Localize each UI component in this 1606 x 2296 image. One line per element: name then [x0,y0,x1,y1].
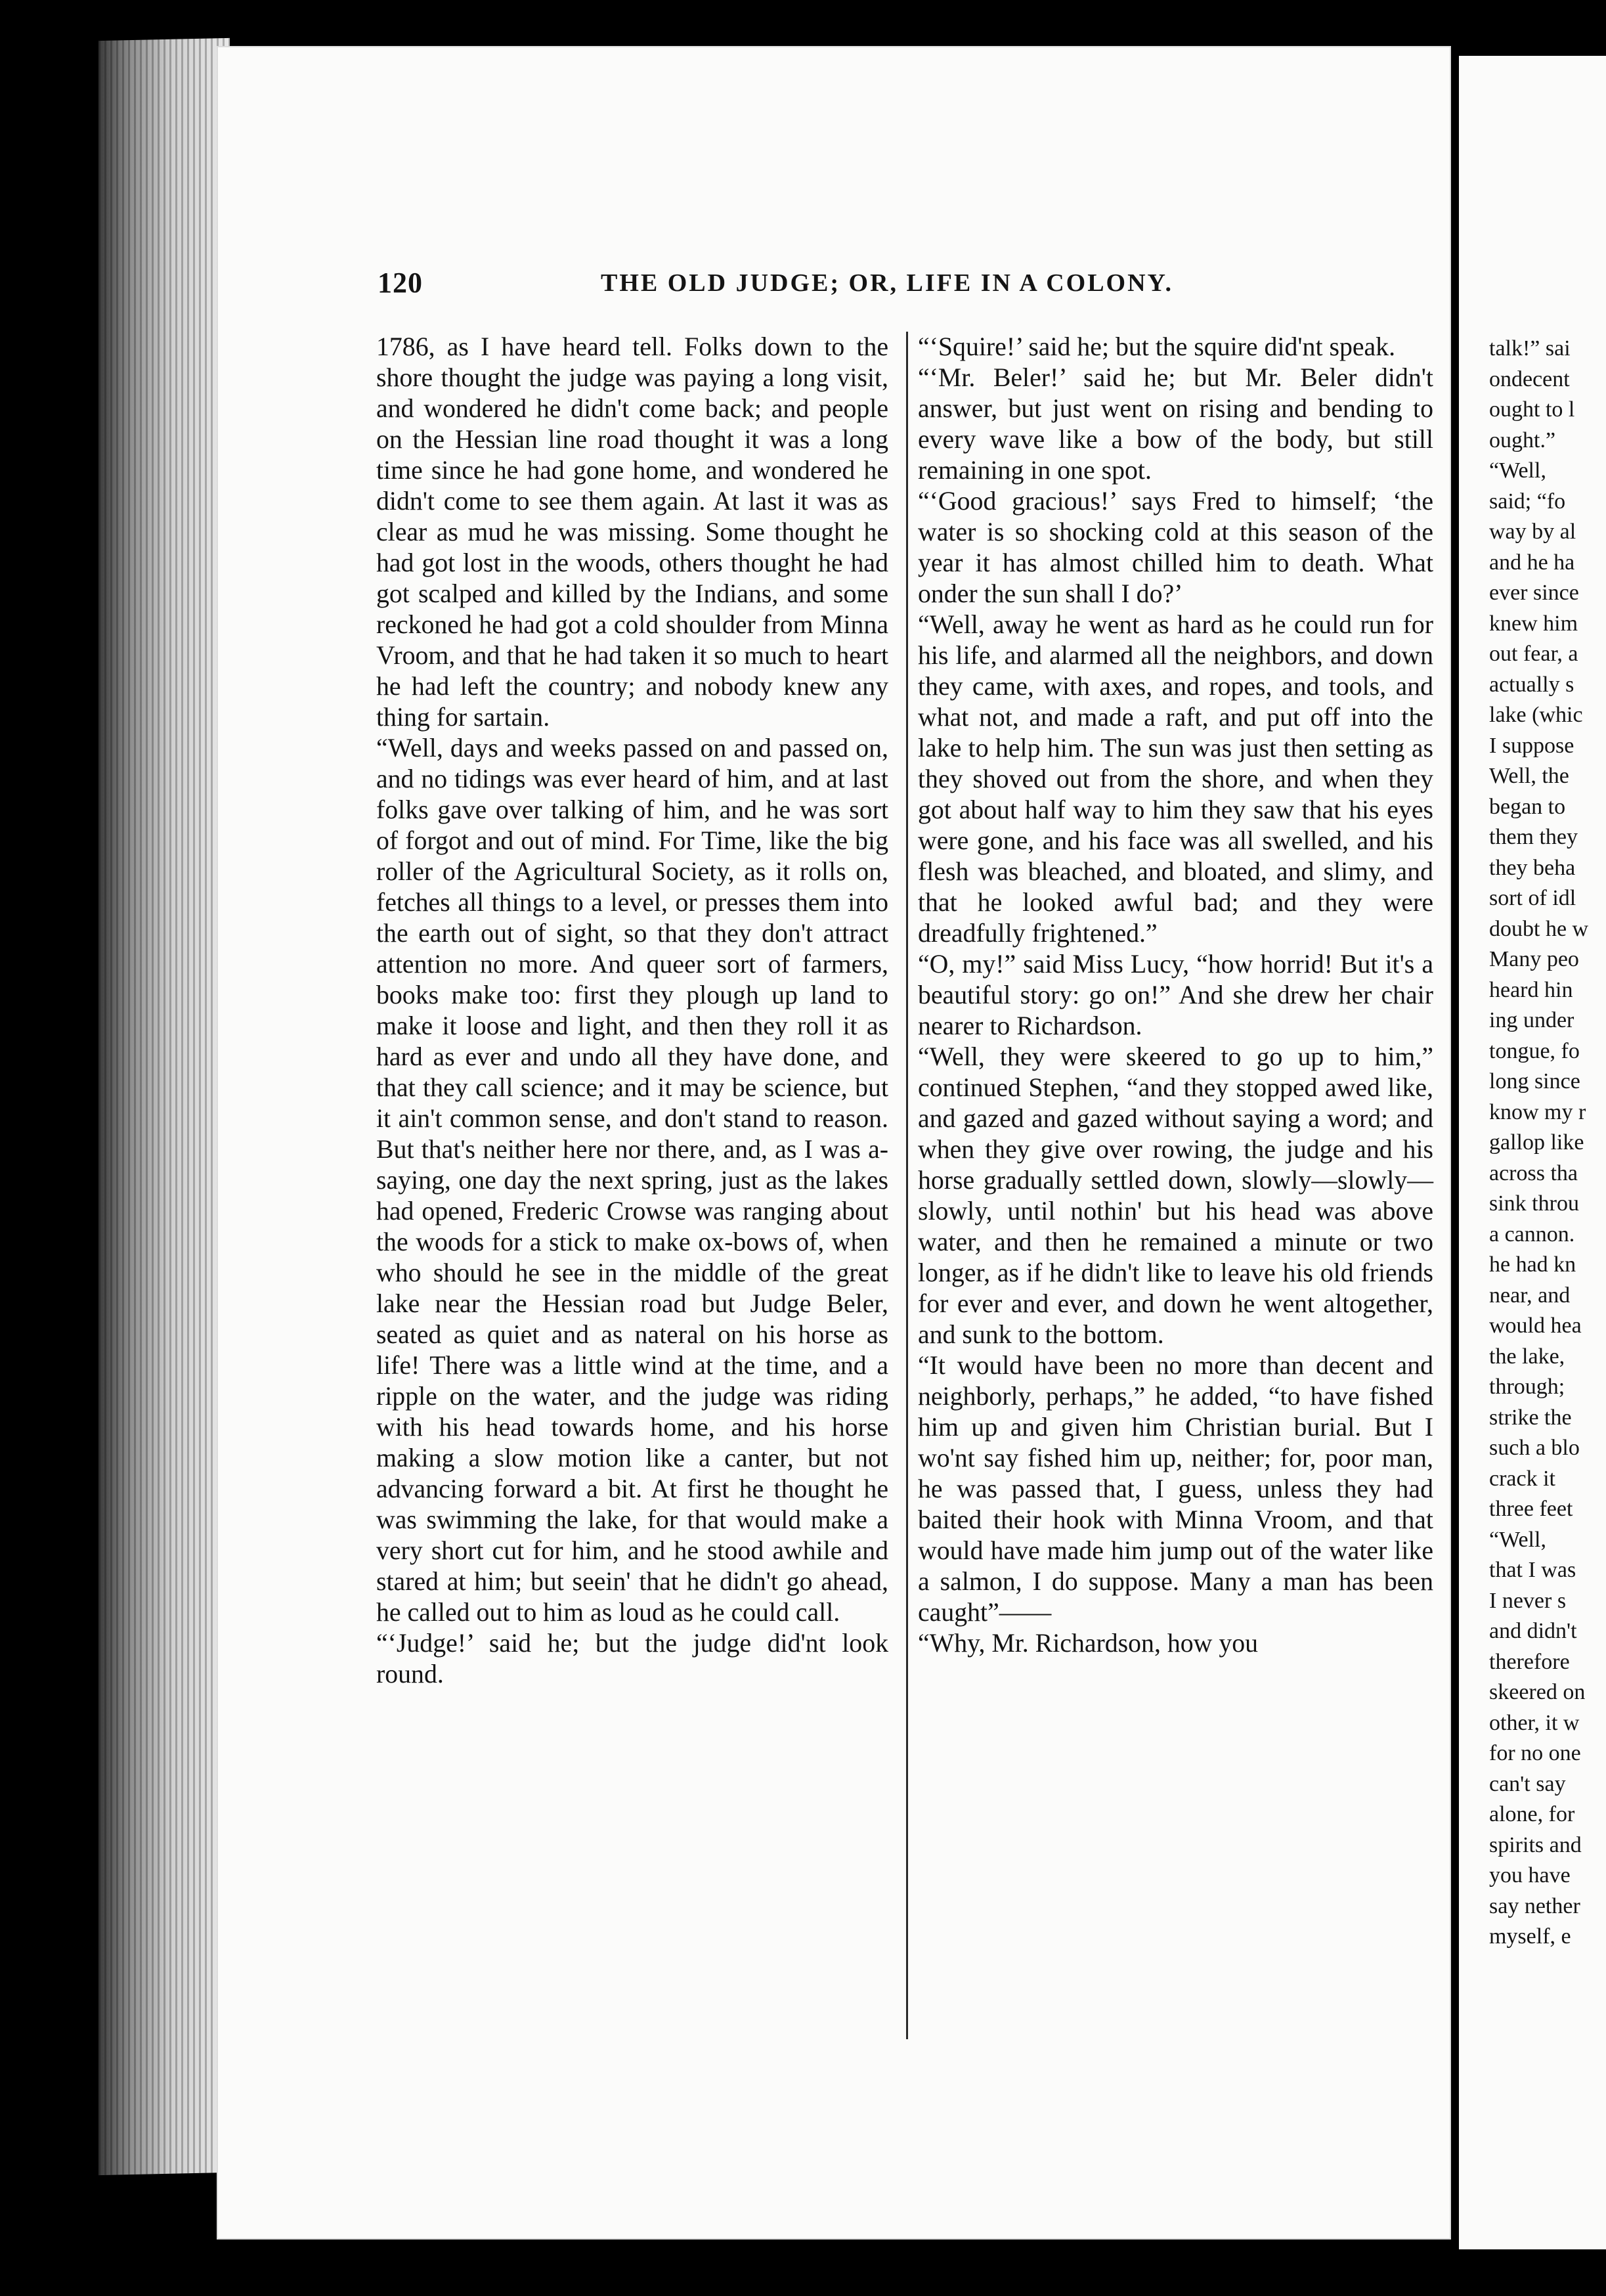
running-title: THE OLD JUDGE; OR, LIFE IN A COLONY. [601,269,1174,297]
paragraph: “Why, Mr. Richardson, how you [918,1629,1259,1658]
book-page-edge [98,38,230,2175]
text-line-fragment: myself, e [1489,1924,1571,1949]
text-line-fragment: know my r [1489,1099,1586,1124]
text-line-fragment: them they [1489,825,1578,849]
column-divider [906,332,908,2039]
text-line-fragment: knew him [1489,611,1578,636]
text-line-fragment: ondecent [1489,366,1570,391]
text-line-fragment: out fear, a [1489,642,1578,666]
page-number: 120 [378,267,423,299]
text-line-fragment: sort of idl [1489,886,1576,910]
text-line-fragment: say nether [1489,1893,1580,1918]
text-column-middle [918,332,1433,1659]
text-line-fragment: actually s [1489,672,1574,697]
text-line-fragment: can't say [1489,1771,1566,1796]
text-line-fragment: began to [1489,794,1566,819]
page-header [378,266,1467,305]
text-line-fragment: said; “fo [1489,489,1566,514]
text-line-fragment: I suppose [1489,733,1574,758]
text-line-fragment: through; [1489,1375,1565,1399]
text-line-fragment: long since [1489,1069,1580,1093]
paragraph: “‘Good gracious!’ says Fred to himself; ‘the water is so shocking cold at this season of the year it has almost chilled him to death. What onder the sun shall I do?’ [918,487,1433,608]
text-line-fragment: three feet [1489,1497,1573,1521]
text-line-fragment: lake (whic [1489,703,1583,727]
text-line-fragment: ing under [1489,1008,1574,1032]
text-line-fragment: sink throu [1489,1191,1579,1216]
text-line-fragment: you have [1489,1863,1571,1888]
text-line-fragment: across tha [1489,1160,1578,1185]
text-line-fragment: they beha [1489,855,1576,880]
text-line-fragment: near, and [1489,1283,1571,1308]
text-line-fragment: alone, for [1489,1802,1575,1826]
text-line-fragment: strike the [1489,1405,1572,1430]
text-line-fragment: other, it w [1489,1710,1580,1735]
paragraph: “Well, they were skeered to go up to him,” continued Stephen, “and they stopped awed like, and gazed and gazed without saying a word; and when they give over rowing, the judge and his horse gradually settled down, slowly—slowly—slowly, until nothin' but his head was above water, and then he remained a minute or two longer, as if he didn't like to leave his old friends for ever and ever, and down he went altogether, and sunk to the bottom. [918,1042,1433,1349]
text-line-fragment: skeered on [1489,1680,1586,1704]
text-line-fragment: he had kn [1489,1252,1576,1277]
text-line-fragment: a cannon. [1489,1222,1575,1247]
paragraph: “‘Mr. Beler!’ said he; but Mr. Beler didn't answer, but just went on rising and bending to every wave like a bow of the body, but still remaining in one spot. [918,363,1433,485]
text-line-fragment: heard hin [1489,977,1573,1002]
text-line-fragment: crack it [1489,1466,1555,1491]
text-line-fragment: and didn't [1489,1619,1577,1643]
paragraph: “Well, away he went as hard as he could run for his life, and alarmed all the neighbors, and down they came, with axes, and ropes, and tools, and what not, and made a raft, and put off into the lake to help him. The sun was just then setting as they shoved out from the shore, and when they got about half way to him they saw that his eyes were gone, and his face was all swelled, and his flesh was bleached, and bloated, and slimy, and that he looked awful bad; and they were dreadfully frightened.” [918,610,1433,948]
text-line-fragment: that I was [1489,1558,1576,1582]
paragraph: “Well, days and weeks passed on and passed on, and no tidings was ever heard of him, and at last folks gave over talking of him, and he was sort of forgot and out of mind. For Time, like the big roller of the Agricultural Society, as it rolls on, fetches all things to a level, or presses them into the earth out of sight, so that they don't attract attention no more. And queer sort of farmers, books make too: first they plough up land to make it loose and light, and then they roll it as hard as ever and undo all they have done, and that they call science; and it may be science, but it ain't common sense, and don't stand to reason. But that's neither here nor there, and, as I was a-saying, one day the next spring, just as the lakes had opened, Frederic Crowse was ranging about the woods for a stick to make ox-bows of, when who should he see in the middle of the great lake near the Hessian road but Judge Beler, seated as quiet and as nateral on his horse as life! There was a little wind at the time, and a ripple on the water, and the judge was riding with his head towards home, and his horse making a slow motion like a canter, but not advancing forward a bit. At first he thought he was swimming the lake, for that would make a very short cut for him, and he stood awhile and stared at him; but seein' that he didn't go ahead, he called out to him as loud as he could call. [376,734,888,1627]
text-line-fragment: ought to l [1489,397,1575,422]
text-column-left [376,332,888,1690]
text-line-fragment: I never s [1489,1588,1567,1613]
text-column-right-fragment [1489,334,1606,1953]
text-line-fragment: “Well, [1489,458,1546,483]
text-line-fragment: Well, the [1489,764,1569,788]
text-line-fragment: “Well, [1489,1527,1546,1552]
text-line-fragment: Many peo [1489,947,1579,971]
text-line-fragment: gallop like [1489,1130,1584,1155]
text-line-fragment: therefore [1489,1649,1570,1674]
paragraph: “O, my!” said Miss Lucy, “how horrid! But it's a beautiful story: go on!” And she drew her chair nearer to Richardson. [918,950,1433,1040]
text-line-fragment: and he ha [1489,550,1575,575]
text-line-fragment: ought.” [1489,428,1556,453]
text-line-fragment: the lake, [1489,1344,1565,1369]
text-line-fragment: would hea [1489,1314,1582,1338]
text-line-fragment: for no one [1489,1741,1581,1765]
text-line-fragment: spirits and [1489,1832,1582,1857]
paragraph: 1786, as I have heard tell. Folks down to the shore thought the judge was paying a long visit, and wondered he didn't come back; and people on the Hessian line road thought it was a long time since he had gone home, and wondered he didn't come to see them again. At last it was as clear as mud he was missing. Some thought he had got lost in the woods, others thought he had got scalped and killed by the Indians, and some reckoned he had got a cold shoulder from Minna Vroom, and that he had taken it so much to heart he had left the country; and nobody knew any thing for sartain. [376,332,888,732]
text-line-fragment: such a blo [1489,1436,1580,1460]
paragraph: “‘Squire!’ said he; but the squire did'nt speak. [918,332,1396,361]
paragraph: “It would have been no more than decent and neighborly, perhaps,” he added, “to have fished him up and given him Christian burial. But I wo'nt say fished him up, neither; for, poor man, he was passed that, I guess, unless they had baited their hook with Minna Vroom, and that would have made him jump out of the water like a salmon, I do suppose. Many a man has been caught”—— [918,1351,1433,1627]
paragraph: “‘Judge!’ said he; but the judge did'nt look round. [376,1629,888,1689]
text-line-fragment: way by al [1489,519,1576,544]
text-line-fragment: tongue, fo [1489,1038,1580,1063]
text-line-fragment: talk!” sai [1489,336,1571,361]
text-line-fragment: doubt he w [1489,916,1589,941]
text-line-fragment: ever since [1489,581,1579,605]
